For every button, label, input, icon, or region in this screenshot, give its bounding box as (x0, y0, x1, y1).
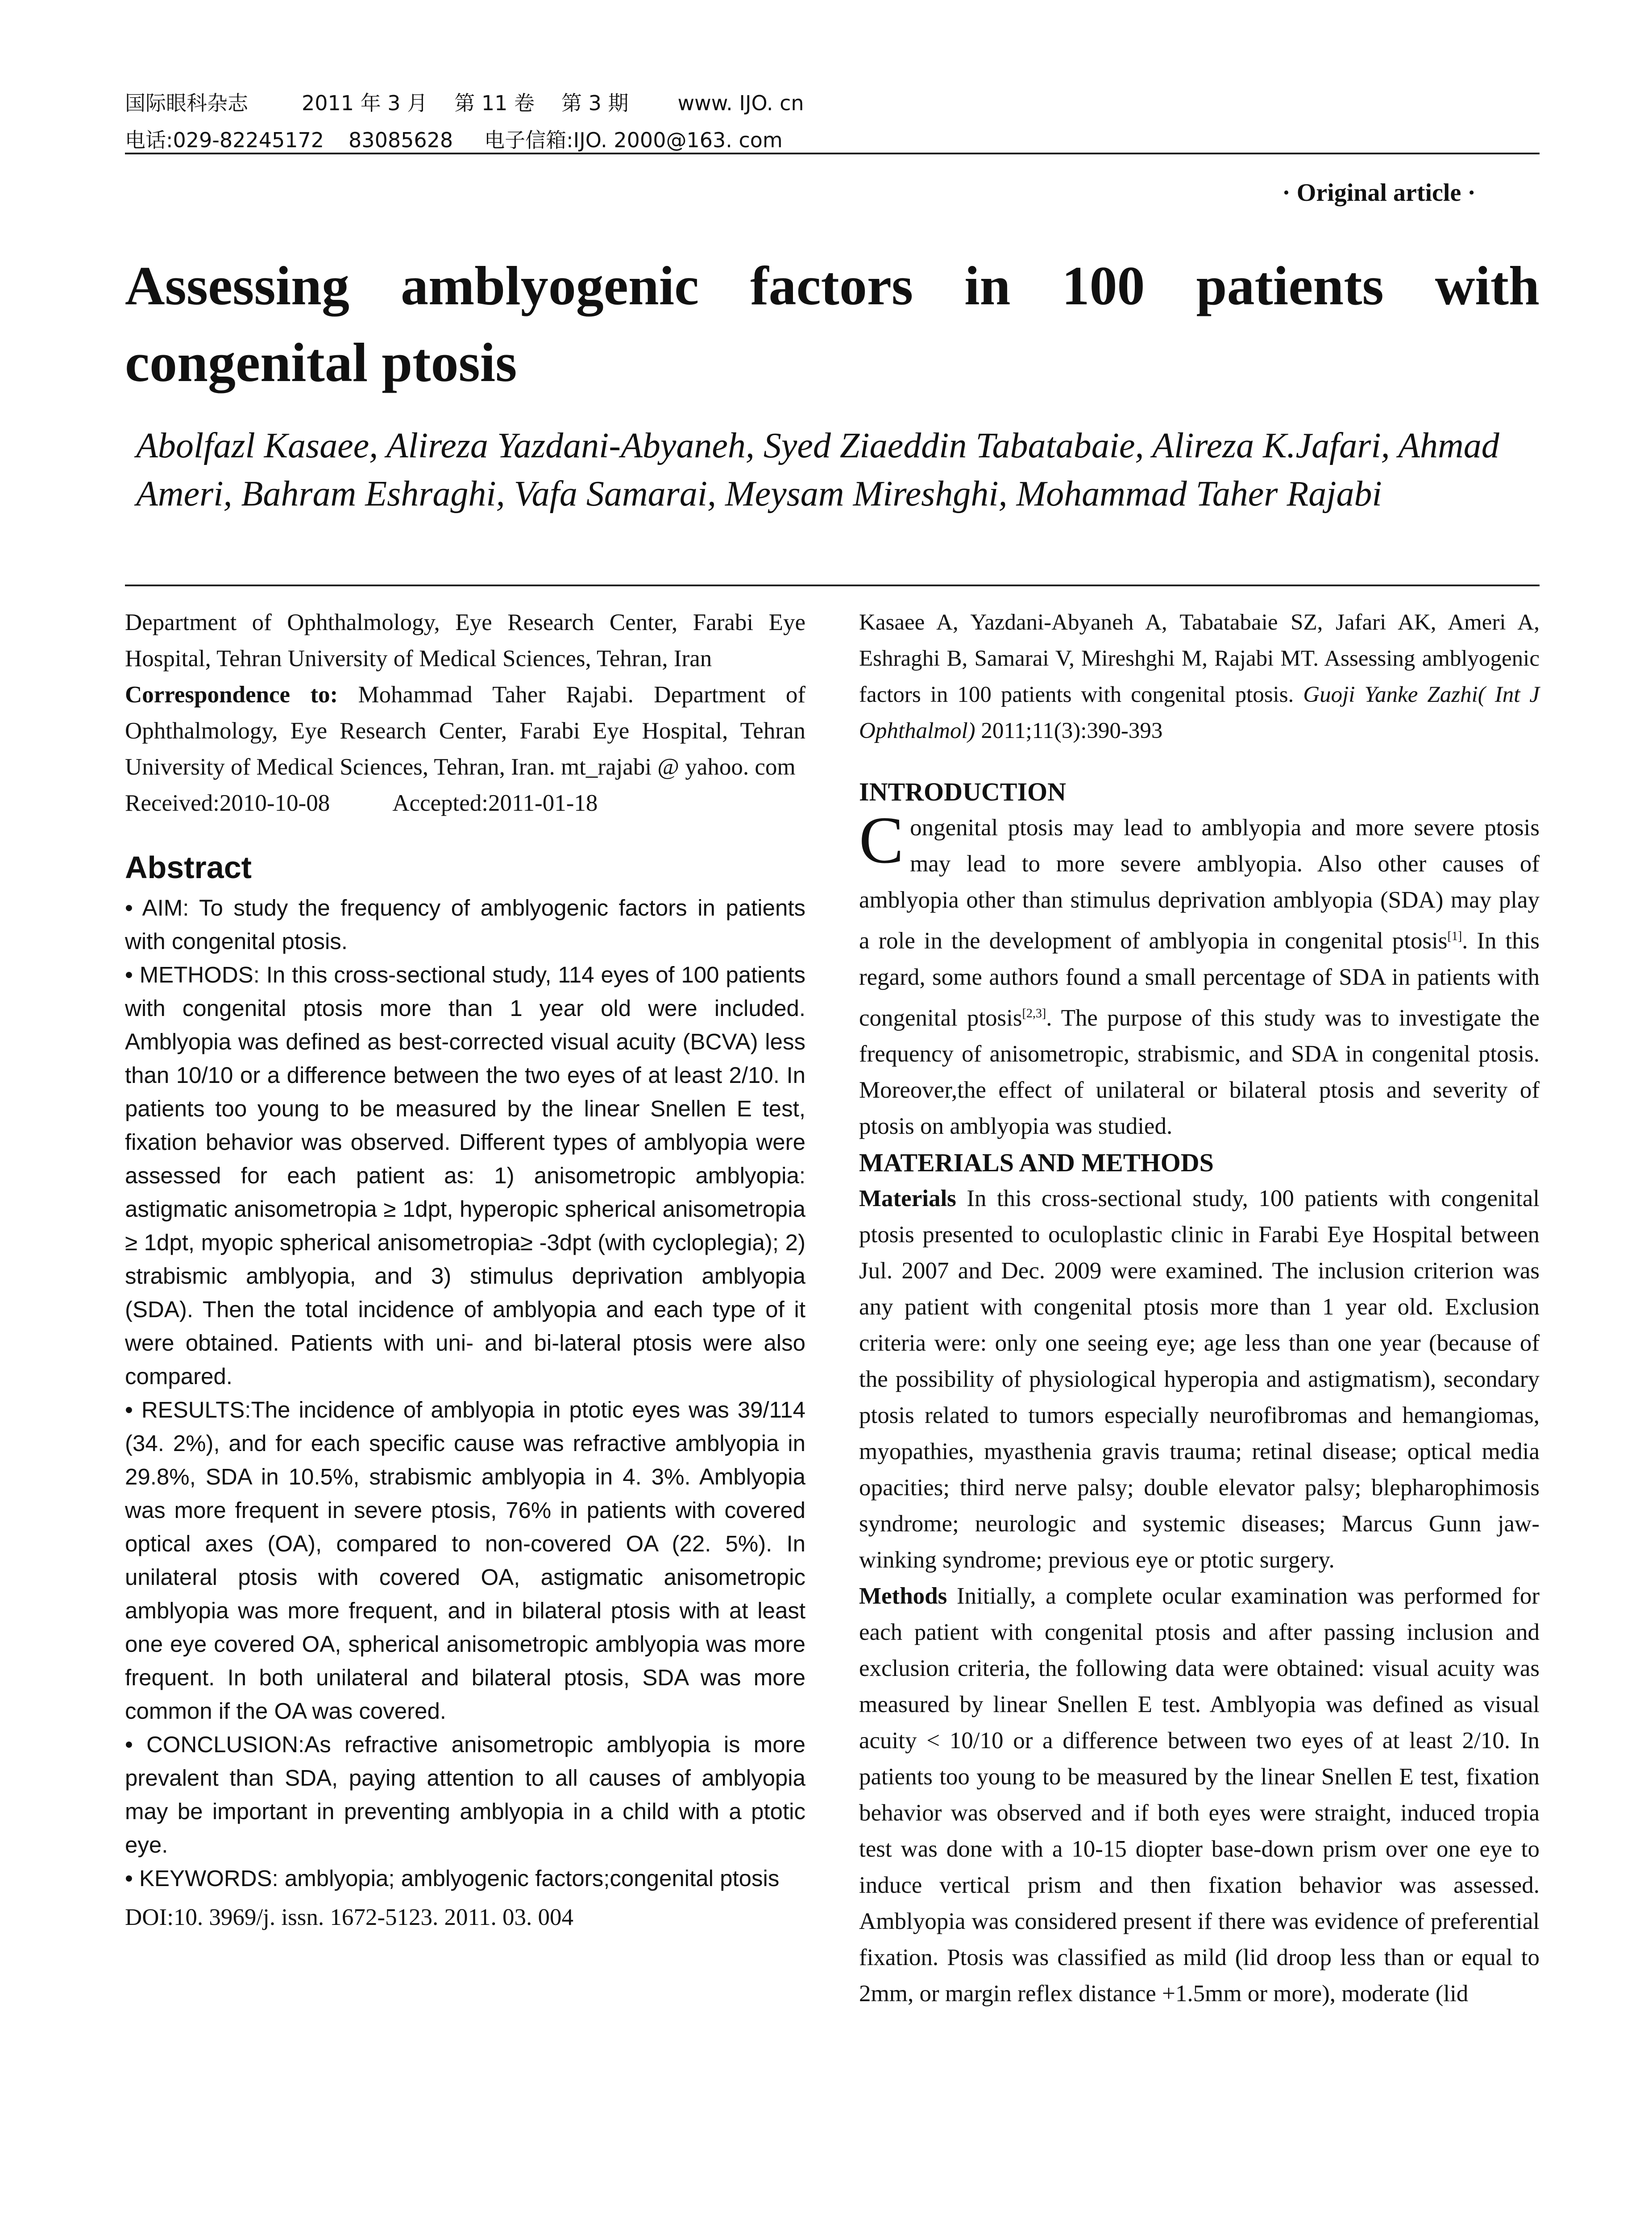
materials-paragraph (859, 1181, 1540, 1578)
abstract-keywords: • KEYWORDS: amblyopia; amblyogenic factors;congenital ptosis (125, 1866, 780, 1891)
correspondence (125, 677, 805, 785)
introduction-heading: INTRODUCTION (859, 777, 1067, 806)
journal-phone2: 83085628 (349, 128, 453, 152)
abstract-methods: • METHODS: In this cross-sectional study, 114 eyes of 100 patients with congenital ptosis more than 1 year old were included. Amblyopia was defined as best-corrected visual acuity (BCVA) less than 10/10 or a difference between the two eyes of at least 2/10. In patients too young to be measured by the linear Snellen E test, fixation behavior was observed. Different types of amblyopia were assessed for each patient as: 1) anisometropic amblyopia: astigmatic anisometropia ≥ 1dpt, hyperopic spherical anisometropia ≥ 1dpt, myopic spherical anisometropia≥ -3dpt (with cycloplegia); 2) strabismic amblyopia, and 3) stimulus deprivation amblyopia (SDA). Then the total incidence of amblyopia and each type of it were obtained. Patients with uni- and bi-lateral ptosis were also compared. (125, 962, 805, 1389)
affiliation: Department of Ophthalmology, Eye Research Center, Farabi Eye Hospital, Tehran University of Medical Sciences, Tehran, Iran (125, 610, 805, 672)
citation-ref: 2011;11(3):390-393 (975, 718, 1163, 743)
abstract-aim: • AIM: To study the frequency of amblyogenic factors in patients with congenital ptosis. (125, 895, 805, 954)
materials-methods-heading: MATERIALS AND METHODS (859, 1148, 1214, 1178)
title-rule (125, 585, 1540, 586)
accepted-date: Accepted:2011-01-18 (392, 790, 598, 816)
journal-name: 国际眼科杂志 (125, 91, 248, 115)
issue-date: 2011 年 3 月 (302, 91, 428, 115)
materials-text: In this cross-sectional study, 100 patients with congenital ptosis presented to oculoplastic clinic in Farabi Eye Hospital between Jul. 2007 and Dec. 2009 were examined. The inclusion criterion was any patient with congenital ptosis more than 1 year old. Exclusion criteria were: only one seeing eye; age less than one year (because of the possibility of physiological hyperopia and astigmatism), secondary ptosis related to tumors especially neurofibromas and hemangiomas, myopathies, myasthenia gravis trauma; retinal disease; optical media opacities; third nerve palsy; double elevator palsy; blepharophimosis syndrome; neurologic and systemic diseases; Marcus Gunn jaw-winking syndrome; previous eye or ptotic surgery. (859, 1186, 1540, 1573)
header-rule (125, 153, 1540, 154)
correspondence-label: Correspondence to: (125, 682, 338, 708)
methods-label: Methods (859, 1583, 947, 1609)
abstract-results: • RESULTS:The incidence of amblyopia in ptotic eyes was 39/114 (34. 2%), and for each specific cause was refractive amblyopia in 29.8%, SDA in 10.5%, strabismic amblyopia in 4. 3%. Amblyopia was more frequent in severe ptosis, 76% in patients with covered optical axes (OA), compared to non-covered OA (22. 5%). In unilateral ptosis with covered OA, astigmatic anisometropic amblyopia was more frequent, and in bilateral ptosis with at least one eye covered OA, spherical anisometropic amblyopia was more frequent. In both unilateral and bilateral ptosis, SDA was more common if the OA was covered. (125, 1397, 805, 1724)
abstract-conclusion: • CONCLUSION:As refractive anisometropic amblyopia is more prevalent than SDA, paying attention to all causes of amblyopia may be important in preventing amblyopia in a child with a ptotic eye. (125, 1732, 805, 1858)
journal-email: 电子信箱:IJO. 2000@163. com (484, 128, 783, 152)
citation-text: Kasaee A, Yazdani-Abyaneh A, Tabatabaie SZ, Jafari AK, Ameri A, Eshraghi B, Samarai V, Mireshghi M, Rajabi MT. Assessing amblyogenic factors in 100 patients with congenital ptosis. (859, 610, 1540, 707)
volume: 第 11 卷 (454, 91, 535, 115)
journal-website: www. IJO. cn (677, 91, 804, 115)
citation (859, 605, 1540, 749)
citation-journal: Guoji Yanke Zazhi( Int J Ophthalmol) (859, 682, 1540, 743)
reference-marker: [2,3] (1022, 1006, 1046, 1020)
left-column (125, 605, 805, 1936)
article-dates (125, 785, 805, 821)
drop-cap: C (859, 803, 904, 877)
article-title: Assessing amblyogenic factors in 100 patients with congenital ptosis (125, 255, 1540, 393)
journal-header-line2 (125, 124, 783, 153)
right-column (859, 605, 1540, 2012)
abstract-heading: Abstract (125, 850, 252, 885)
intro-text-2: . In this regard, some authors found a small percentage of SDA in patients with congenital ptosis (859, 928, 1540, 1031)
article-type: · Original article · (1282, 179, 1476, 207)
journal-phone: 电话:029-82245172 (125, 128, 324, 152)
received-date: Received:2010-10-08 (125, 790, 330, 816)
intro-text-3: . The purpose of this study was to investigate the frequency of anisometropic, strabismic, and SDA in congenital ptosis. Moreover,the effect of unilateral or bilateral ptosis and severity of ptosis on amblyopia was studied. (859, 1005, 1540, 1140)
doi: DOI:10. 3969/j. issn. 1672-5123. 2011. 03. 004 (125, 1904, 574, 1930)
journal-header-line1 (125, 87, 804, 116)
correspondence-text: Mohammad Taher Rajabi. Department of Ophthalmology, Eye Research Center, Farabi Eye Hospital, Tehran University of Medical Sciences, Tehran, Iran. mt_rajabi @ yahoo. com (125, 682, 805, 780)
issue: 第 3 期 (561, 91, 629, 115)
materials-label: Materials (859, 1186, 956, 1212)
author-list: Abolfazl Kasaee, Alireza Yazdani-Abyaneh, Syed Ziaeddin Tabatabaie, Alireza K.Jafari, Ahmad Ameri, Bahram Eshraghi, Vafa Samarai, Meysam Mireshghi, Mohammad Taher Rajabi (136, 426, 1499, 514)
intro-text-1: ongenital ptosis may lead to amblyopia and more severe ptosis may lead to more severe amblyopia. Also other causes of amblyopia other than stimulus deprivation amblyopia (SDA) may play a role in the development of amblyopia in congenital ptosis (859, 815, 1540, 954)
reference-marker: [1] (1447, 929, 1462, 943)
introduction-paragraph (859, 803, 1540, 1145)
methods-paragraph (859, 1578, 1540, 2012)
methods-text: Initially, a complete ocular examination was performed for each patient with congenital ptosis and after passing inclusion and exclusion criteria, the following data were obtained: visual acuity was measured by linear Snellen E test. Amblyopia was defined as visual acuity < 10/10 or a difference between two eyes of at least 2/10. In patients too young to be measured by the linear Snellen E test, fixation behavior was observed and if both eyes were straight, induced tropia test was done with a 10-15 diopter base-down prism over one eye to induce vertical prism and then fixation behavior was assessed. Amblyopia was considered present if there was evidence of preferential fixation. Ptosis was classified as mild (lid droop less than or equal to 2mm, or margin reflex distance +1.5mm or more), moderate (lid (859, 1583, 1540, 2007)
